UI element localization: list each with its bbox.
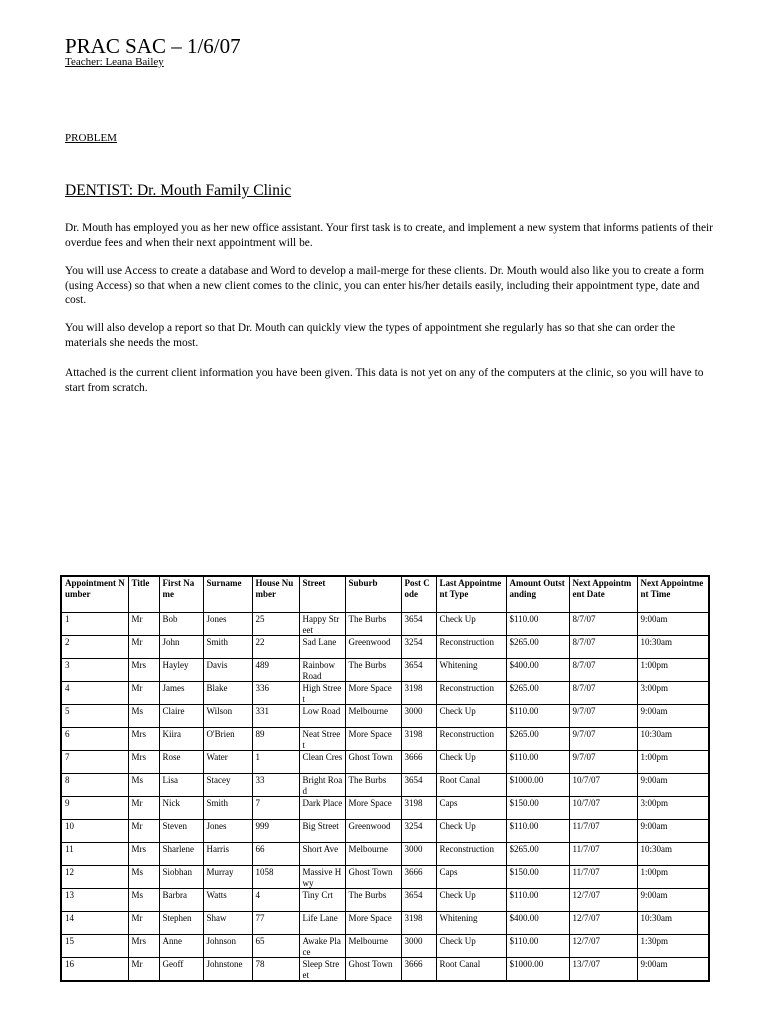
- attached-data-paragraph: Attached is the current client information you have been given. This data is not yet on any of the computers at the clinic, so you will have to start from scratch.: [65, 367, 704, 394]
- table-cell: 4: [61, 682, 128, 705]
- table-cell: Greenwood: [345, 820, 401, 843]
- table-cell: 9:00am: [637, 705, 709, 728]
- table-cell: 22: [252, 636, 299, 659]
- table-cell: Jones: [203, 613, 252, 636]
- table-cell: Check Up: [436, 751, 506, 774]
- table-cell: 25: [252, 613, 299, 636]
- table-cell: 12/7/07: [569, 889, 637, 912]
- intro-paragraph: Dr. Mouth has employed you as her new office assistant. Your first task is to create, and implement a new system that informs patients of their overdue fees and when their next appointment will be.: [65, 222, 713, 249]
- table-cell: Reconstruction: [436, 682, 506, 705]
- table-cell: Big Street: [299, 820, 345, 843]
- table-cell: Ms: [128, 889, 159, 912]
- table-cell: Barbra: [159, 889, 203, 912]
- table-cell: Rose: [159, 751, 203, 774]
- table-cell: Bob: [159, 613, 203, 636]
- table-cell: 10:30am: [637, 912, 709, 935]
- table-cell: $1000.00: [506, 958, 569, 982]
- table-cell: 65: [252, 935, 299, 958]
- table-cell: Stacey: [203, 774, 252, 797]
- table-cell: 7: [252, 797, 299, 820]
- table-cell: Check Up: [436, 935, 506, 958]
- table-cell: Mr: [128, 682, 159, 705]
- table-cell: Mrs: [128, 843, 159, 866]
- table-cell: Lisa: [159, 774, 203, 797]
- column-header: Title: [128, 576, 159, 613]
- table-cell: Geoff: [159, 958, 203, 982]
- table-cell: 3654: [401, 613, 436, 636]
- table-cell: 10:30am: [637, 843, 709, 866]
- table-cell: More Space: [345, 682, 401, 705]
- table-cell: Reconstruction: [436, 843, 506, 866]
- table-cell: 3198: [401, 797, 436, 820]
- table-cell: $1000.00: [506, 774, 569, 797]
- table-cell: Mrs: [128, 751, 159, 774]
- table-cell: Sad Lane: [299, 636, 345, 659]
- table-cell: Murray: [203, 866, 252, 889]
- table-cell: Claire: [159, 705, 203, 728]
- table-cell: $110.00: [506, 889, 569, 912]
- table-cell: 9:00am: [637, 774, 709, 797]
- table-cell: Tiny Crt: [299, 889, 345, 912]
- document-title: PRAC SAC – 1/6/07: [65, 34, 241, 58]
- problem-heading: DENTIST: Dr. Mouth Family Clinic: [65, 182, 292, 199]
- table-row: [61, 889, 709, 912]
- column-header: Last Appointment Type: [436, 576, 506, 613]
- table-row: [61, 705, 709, 728]
- table-cell: Happy Street: [299, 613, 345, 636]
- table-row: [61, 935, 709, 958]
- table-row: [61, 866, 709, 889]
- table-cell: 11/7/07: [569, 820, 637, 843]
- table-cell: 8/7/07: [569, 682, 637, 705]
- table-header-row: [61, 576, 709, 613]
- table-cell: 8/7/07: [569, 636, 637, 659]
- table-cell: Check Up: [436, 820, 506, 843]
- table-cell: Mr: [128, 912, 159, 935]
- table-cell: 3666: [401, 866, 436, 889]
- table-cell: 489: [252, 659, 299, 682]
- table-row: [61, 774, 709, 797]
- table-cell: Root Canal: [436, 958, 506, 982]
- table-cell: 3: [61, 659, 128, 682]
- section-label: PROBLEM: [65, 132, 117, 144]
- table-row: [61, 659, 709, 682]
- table-cell: Mr: [128, 797, 159, 820]
- table-cell: 9:00am: [637, 889, 709, 912]
- table-row: [61, 912, 709, 935]
- table-cell: 10: [61, 820, 128, 843]
- table-cell: Davis: [203, 659, 252, 682]
- table-cell: $265.00: [506, 636, 569, 659]
- table-cell: Ms: [128, 774, 159, 797]
- table-cell: Hayley: [159, 659, 203, 682]
- table-cell: O'Brien: [203, 728, 252, 751]
- table-cell: 3000: [401, 705, 436, 728]
- table-cell: 11/7/07: [569, 843, 637, 866]
- table-cell: 33: [252, 774, 299, 797]
- table-cell: 78: [252, 958, 299, 982]
- table-cell: 9:00am: [637, 613, 709, 636]
- table-cell: Awake Place: [299, 935, 345, 958]
- table-cell: $265.00: [506, 682, 569, 705]
- table-cell: 9/7/07: [569, 728, 637, 751]
- column-header: Appointment Number: [61, 576, 128, 613]
- table-cell: Massive Hwy: [299, 866, 345, 889]
- table-cell: $110.00: [506, 705, 569, 728]
- table-cell: Melbourne: [345, 843, 401, 866]
- column-header: Amount Outstanding: [506, 576, 569, 613]
- table-cell: 9/7/07: [569, 705, 637, 728]
- table-cell: Whitening: [436, 659, 506, 682]
- table-cell: 8: [61, 774, 128, 797]
- table-cell: $400.00: [506, 659, 569, 682]
- table-cell: 8/7/07: [569, 613, 637, 636]
- table-cell: 10/7/07: [569, 774, 637, 797]
- table-cell: Jones: [203, 820, 252, 843]
- table-cell: 1: [61, 613, 128, 636]
- table-cell: 10:30am: [637, 728, 709, 751]
- table-cell: The Burbs: [345, 613, 401, 636]
- table-cell: 13/7/07: [569, 958, 637, 982]
- table-cell: 12: [61, 866, 128, 889]
- column-header: House Number: [252, 576, 299, 613]
- column-header: Next Appointment Time: [637, 576, 709, 613]
- table-cell: More Space: [345, 912, 401, 935]
- table-cell: $400.00: [506, 912, 569, 935]
- table-cell: Check Up: [436, 705, 506, 728]
- column-header: First Name: [159, 576, 203, 613]
- table-cell: 12/7/07: [569, 935, 637, 958]
- table-cell: 8/7/07: [569, 659, 637, 682]
- table-cell: Neat Street: [299, 728, 345, 751]
- table-cell: 3198: [401, 912, 436, 935]
- table-cell: $110.00: [506, 935, 569, 958]
- table-cell: 7: [61, 751, 128, 774]
- table-cell: Check Up: [436, 889, 506, 912]
- table-cell: Bright Road: [299, 774, 345, 797]
- table-cell: 999: [252, 820, 299, 843]
- table-cell: Mrs: [128, 659, 159, 682]
- table-cell: Kiira: [159, 728, 203, 751]
- table-cell: 11/7/07: [569, 866, 637, 889]
- table-row: [61, 636, 709, 659]
- table-cell: Rainbow Road: [299, 659, 345, 682]
- table-cell: 3254: [401, 820, 436, 843]
- table-cell: Ghost Town: [345, 958, 401, 982]
- table-cell: Sleep Street: [299, 958, 345, 982]
- table-cell: Greenwood: [345, 636, 401, 659]
- table-cell: High Street: [299, 682, 345, 705]
- table-cell: 3000: [401, 935, 436, 958]
- table-cell: $265.00: [506, 843, 569, 866]
- table-cell: 3666: [401, 751, 436, 774]
- column-header: Suburb: [345, 576, 401, 613]
- table-cell: Shaw: [203, 912, 252, 935]
- table-cell: Harris: [203, 843, 252, 866]
- table-cell: 1: [252, 751, 299, 774]
- table-cell: $265.00: [506, 728, 569, 751]
- column-header: Surname: [203, 576, 252, 613]
- table-cell: 3654: [401, 659, 436, 682]
- table-cell: Watts: [203, 889, 252, 912]
- table-cell: 9:00am: [637, 958, 709, 982]
- table-row: [61, 751, 709, 774]
- table-cell: Short Ave: [299, 843, 345, 866]
- table-cell: Ms: [128, 705, 159, 728]
- table-cell: Melbourne: [345, 705, 401, 728]
- table-cell: 3:00pm: [637, 682, 709, 705]
- table-row: [61, 613, 709, 636]
- table-cell: Caps: [436, 797, 506, 820]
- table-cell: 3654: [401, 774, 436, 797]
- table-cell: The Burbs: [345, 774, 401, 797]
- table-row: [61, 797, 709, 820]
- table-row: [61, 958, 709, 982]
- table-cell: Johnson: [203, 935, 252, 958]
- table-cell: 1:00pm: [637, 866, 709, 889]
- column-header: Post Code: [401, 576, 436, 613]
- table-cell: 336: [252, 682, 299, 705]
- table-body: [61, 613, 709, 982]
- table-row: [61, 728, 709, 751]
- table-cell: More Space: [345, 728, 401, 751]
- table-cell: 11: [61, 843, 128, 866]
- table-cell: 77: [252, 912, 299, 935]
- table-cell: Reconstruction: [436, 728, 506, 751]
- table-cell: 66: [252, 843, 299, 866]
- table-cell: 12/7/07: [569, 912, 637, 935]
- table-cell: The Burbs: [345, 659, 401, 682]
- table-cell: 89: [252, 728, 299, 751]
- table-cell: Ms: [128, 866, 159, 889]
- table-cell: 9:00am: [637, 820, 709, 843]
- table-cell: 13: [61, 889, 128, 912]
- table-cell: John: [159, 636, 203, 659]
- table-cell: $150.00: [506, 797, 569, 820]
- table-cell: Steven: [159, 820, 203, 843]
- table-cell: Reconstruction: [436, 636, 506, 659]
- table-cell: 9: [61, 797, 128, 820]
- table-cell: More Space: [345, 797, 401, 820]
- table-cell: Stephen: [159, 912, 203, 935]
- teacher-name: Teacher: Leana Bailey: [65, 56, 164, 68]
- table-cell: Life Lane: [299, 912, 345, 935]
- table-cell: Smith: [203, 797, 252, 820]
- database-paragraph: You will use Access to create a database and Word to develop a mail-merge for these clients. Dr. Mouth would also like you to create a form (using Access) so that when a new client comes to the clinic, you can enter his/her details easily, including their appointment type, date and cost.: [65, 265, 704, 306]
- table-cell: Mrs: [128, 935, 159, 958]
- table-cell: Johnstone: [203, 958, 252, 982]
- table-row: [61, 820, 709, 843]
- table-cell: 3666: [401, 958, 436, 982]
- table-cell: 3198: [401, 682, 436, 705]
- table-cell: 6: [61, 728, 128, 751]
- table-cell: $110.00: [506, 613, 569, 636]
- table-cell: Blake: [203, 682, 252, 705]
- table-cell: Melbourne: [345, 935, 401, 958]
- table-cell: Mrs: [128, 728, 159, 751]
- table-cell: 4: [252, 889, 299, 912]
- table-cell: $110.00: [506, 820, 569, 843]
- table-cell: $150.00: [506, 866, 569, 889]
- table-cell: Dark Place: [299, 797, 345, 820]
- table-cell: Nick: [159, 797, 203, 820]
- table-cell: James: [159, 682, 203, 705]
- table-cell: Check Up: [436, 613, 506, 636]
- table-cell: 15: [61, 935, 128, 958]
- table-cell: Whitening: [436, 912, 506, 935]
- column-header: Street: [299, 576, 345, 613]
- table-row: [61, 843, 709, 866]
- table-cell: Clean Cres: [299, 751, 345, 774]
- table-cell: 3254: [401, 636, 436, 659]
- table-cell: Sharlene: [159, 843, 203, 866]
- table-cell: Wilson: [203, 705, 252, 728]
- table-cell: 3:00pm: [637, 797, 709, 820]
- table-cell: 1:00pm: [637, 751, 709, 774]
- table-cell: Ghost Town: [345, 866, 401, 889]
- table-cell: 9/7/07: [569, 751, 637, 774]
- table-cell: 2: [61, 636, 128, 659]
- table-cell: 10:30am: [637, 636, 709, 659]
- table-row: [61, 682, 709, 705]
- table-cell: 3198: [401, 728, 436, 751]
- table-cell: Caps: [436, 866, 506, 889]
- table-cell: Smith: [203, 636, 252, 659]
- table-cell: 331: [252, 705, 299, 728]
- table-cell: 5: [61, 705, 128, 728]
- table-cell: 1:30pm: [637, 935, 709, 958]
- table-cell: 1058: [252, 866, 299, 889]
- table-cell: 14: [61, 912, 128, 935]
- table-cell: Anne: [159, 935, 203, 958]
- table-cell: Root Canal: [436, 774, 506, 797]
- table-cell: $110.00: [506, 751, 569, 774]
- column-header: Next Appointment Date: [569, 576, 637, 613]
- table-cell: Siobhan: [159, 866, 203, 889]
- table-cell: The Burbs: [345, 889, 401, 912]
- client-table: [60, 575, 710, 982]
- table-cell: 10/7/07: [569, 797, 637, 820]
- report-paragraph: You will also develop a report so that Dr. Mouth can quickly view the types of appointment she regularly has so that she can order the materials she needs the most.: [65, 322, 676, 349]
- table-cell: Mr: [128, 613, 159, 636]
- table-cell: 1:00pm: [637, 659, 709, 682]
- table-cell: 3654: [401, 889, 436, 912]
- table-cell: Mr: [128, 820, 159, 843]
- table-cell: Water: [203, 751, 252, 774]
- table-cell: Mr: [128, 636, 159, 659]
- table-cell: Low Road: [299, 705, 345, 728]
- table-cell: 16: [61, 958, 128, 982]
- table-cell: Mr: [128, 958, 159, 982]
- table-cell: 3000: [401, 843, 436, 866]
- table-cell: Ghost Town: [345, 751, 401, 774]
